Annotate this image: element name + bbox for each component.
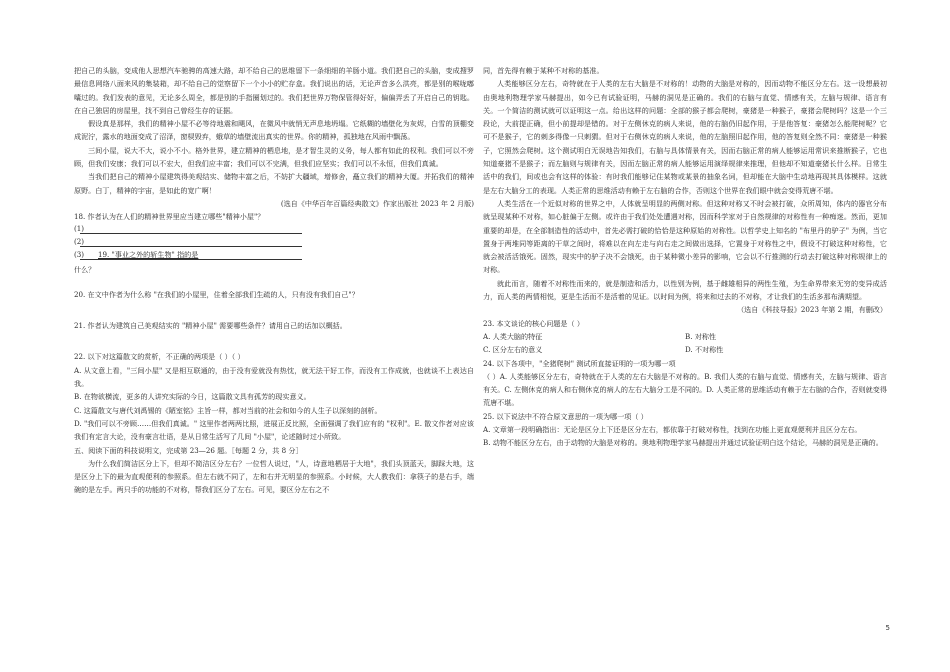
essay-paragraph: 三间小屋，说大不大，说小不小。格外世界，建立精神的栖息地，是才智生灵的义务，每人都有如此的权利。我们可以不旁顾，但我们安康；我们可以不宏大，但我们应丰富；我们可以不完满，但我们应坚实；我们可以不永恒，但我们真诚。 — [74, 145, 474, 169]
option-22d: D. "我们可以不旁顾……但我们真诚。" 这里作者两两比照，进展正反比照，全面强调了我们应有的 "权利"。E. 散文作者对应该我们有定言大论，没有豪言壮语，是从日常生活写了几间 "小屋"，论述随时过小所致。 — [74, 418, 474, 442]
blank-number: (3) — [74, 249, 85, 259]
article-paragraph: 为什么我们简洁区分上下，但却不简洁区分左右？一位哲人说过，"人，诗意地栖居于大地"，我们头顶蓝天，脚踩大地，这是区分上下的最为直观便利的参照系。但左右就不同了，左和右并无明显的参照系。小时候，大人教我们：拿筷子的是右手，端碗的是左手。两只手的功能的不对称，帮我们区分了左右。可见，要区分左右之不 — [74, 458, 474, 495]
article-paragraph: 人类生活在一个近似对称的世界之中，人体就呈明显的两侧对称。但这种对称又不时会被打破，众所周知，体内的器官分布就呈现某种不对称，如心脏偏于左侧。或许由于我们处处遭遇对称，因而科学家对于自然规律的对称性有一种痴迷。然而，更加重要的却是，在全部制造性的活动中，首先必需打破的恰恰是这种原始的对称性。以哲学史上知名的 "布里丹的驴子" 为例，当它置身于两堆同等距离的干草之间时，将难以在向左走与向右走之间做出选择，它置身于对称性之中，假设不打破这种对称性，它就会被活活饿死。固然，现实中的驴子决不会饿死，由于某种微小差异的影响，它会以不行推测的行动去打破这种对称规律上的对称。 — [483, 198, 887, 275]
option-25b: B. 动物不能区分左右，由于动物的大脑是对称的。奥地利物理学家马赫提出并通过试验证明白这个结论，马赫的洞见是正确的。 — [483, 438, 883, 448]
right-column — [483, 64, 887, 450]
essay-paragraph: 当我们把自己的精神小屋建筑得美观结实、储物丰富之后，不妨扩大疆域，增修舍，矗立我们的精神大厦。并拓我们的精神原野。白丁，精神的宇宙，是如此的宽广啊！ — [74, 172, 474, 195]
option-22a: A. 从文意上看，"三间小屋" 又是相互联通的，由于没有爱就没有热忱，就无法干好工作，而没有工作成就，也就谈不上表达自我。 — [74, 365, 474, 389]
article-paragraph: 人类能够区分左右，奇特就在于人类的左右大脑是不对称的！动物的大脑是对称的，因而动物不能区分左右。这一设想最初由奥地利物理学家马赫提出，如今已有试验证明，马赫的洞见是正确的。我们的右脑与直觉、情感有关，左脑与规律、语言有关。一个简洁的测试就可以证明这一点。给出这样的问题：全部的猴子都会爬树，豪猪是一种猴子，豪猪会爬树吗？这是一个三段论，大前提正确，但小前提却是错的。对于左侧休克的病人来说，他的右脑仍旧起作用，于是他答复：豪猪怎么能爬树呢？它可不是猴子，它的刺多得像一只刺猬。但对于右侧休克的病人来说，他的左脑照旧起作用，他的答复则全然不同：豪猪是一种猴子，它照然会爬树。这个测试明白无误地告知我们，右脑与具体情景有关，因而右脑正常的病人能够运用常识来推断猴子，它也知道豪猪不是猴子；而左脑则与规律有关，因而左脑正常的病人能够运用演绎规律来推理，但他却不知道豪猪长什么样。日常生活中的我们，间或也会有这样的体验：有时我们能够记住某物或某景的抽象名词，但却能在大脑中生动地再现其具体模样。这就是左右大脑分工的表现。人类正常的思维活动有赖于左右脑的合作，否则这个世界在我们眼中就会变得荒唐不堪。 — [483, 79, 887, 195]
essay-paragraph: 假设真是那样，我们的精神小屋不必等待地震和飓风，在微风中就悄无声息地坍塌。它纸糊的墙壁化为灰烬，白雪的顶棚变成泥泞，露水的地面变成了沼泽，窗棂毁弃，蛾草的墙壁流出真实的世界。你的精神，孤独地在风雨中飘荡。 — [74, 119, 474, 142]
question-19-tail: 什么？ — [74, 264, 96, 274]
essay-source: (选自《中华百年百篇经典散文》作家出版社 2023 年 2 月版) — [280, 198, 474, 208]
page-number: 5 — [885, 624, 890, 632]
answer-blank[interactable] — [74, 223, 302, 234]
options-24: （ ）A. 人类能够区分左右，奇特就在于人类的左右大脑是不对称的。B. 我们人类的右脑与直觉、情感有关，左脑与规律、语言有关。C. 左侧休克的病人和右侧休克的病人的左右大脑分工是不同的。D. 人类正常的思维活动有赖于左右脑的合作，否则就变得荒唐不堪。 — [483, 371, 887, 408]
option-25a: A. 文章第一段明确指出：无论是区分上下还是区分左右，都依靠于打破对称性，找到在功能上更直观便利并且区分左右。 — [483, 425, 862, 435]
option-23d: D. 不对称性 — [685, 345, 724, 355]
options-23-row2 — [483, 343, 887, 356]
question-24: 24. 以下各项中，"全猪爬树" 测试所直接证明的一项为哪一项 — [483, 358, 676, 368]
option-23b: B. 对称性 — [685, 331, 717, 341]
option-23c: C. 区分左右的意义 — [483, 345, 543, 355]
question-22: 22. 以下对这篇散文的赏析，不正确的两项是（ ）（ ） — [74, 352, 245, 362]
article-paragraph: 同，首先得有赖于某种不对称的基准。 — [483, 66, 604, 75]
option-22b: B. 在物欲横流，更多的人讲究实际的今日，这篇散文具有孤芳的现实意义。 — [74, 392, 311, 402]
options-23-row1 — [483, 330, 887, 343]
answer-blank[interactable] — [74, 249, 302, 260]
section-5-heading: 五、阅读下面的科技说明文，完成第 23—26 题。［每题 2 分，共 8 分］ — [74, 445, 303, 455]
question-23: 23. 本文谈论的核心问题是（ ） — [483, 318, 584, 328]
blank-number: (2) — [74, 236, 85, 246]
question-20: 20. 在文中作者为什么称 "在我们的小屋里，住着全部我们生疏的人，只有没有我们自己"？ — [74, 289, 359, 299]
question-18: 18. 作者认为在人们的精神世界里应当建立哪些"精神小屋"？ — [74, 212, 265, 222]
question-19: 19. "事业之外的斩生物" 指的是 — [98, 249, 199, 259]
article-source: （选自《科技导报》2023 年第 2 期，有删改） — [737, 305, 887, 315]
option-23a: A. 人类大脑的特征 — [483, 331, 543, 341]
question-25: 25. 以下说法中不符合原文意思的一项为哪一项（ ） — [483, 411, 648, 421]
option-22c: C. 这篇散文与唐代刘禹锡的《陋室铭》主旨一样，都对当前的社会和如今的人生子以深刻的剖析。 — [74, 405, 382, 415]
blank-number: (1) — [74, 223, 85, 233]
article-paragraph: 就此而言，随着不对称性而来的，就是制造和活力，以性别为例，基于雌雄相异的两性生殖，为生命界带来无穷的变异成活力，而人类的两情相悦，更是生活而不是活着的见证。以时间为例，将来和过去的不对称，才让我们的生活多那布满期望。 — [483, 278, 887, 302]
answer-blank[interactable] — [74, 236, 302, 247]
essay-paragraph: 把自己的头脑，变成他人思想汽车驰骋的高速大路，却不给自己的思维留下一条细细的羊肠小道。我们把自己的头脑，变成搜罗最信息网络八面来风的集装箱，却不给自己的觉察留下一个小小的贮存盒。我们说出的话，无论声音多么洪亮，都是别的喉咙嘟囔过的。我们发表的意见，无论多么周全，都是别的手指圈划过的。我们把世界万物保管得好好，偏偏弄丢了开启自己的钥匙。在自己独居的房屋里，找不到自己曾经生存的证据。 — [74, 66, 474, 115]
left-column — [74, 64, 474, 497]
question-21: 21. 作者认为建筑自己美观结实的 "精神小屋" 需要哪些条件？请用自己的话加以概括。 — [74, 321, 347, 331]
